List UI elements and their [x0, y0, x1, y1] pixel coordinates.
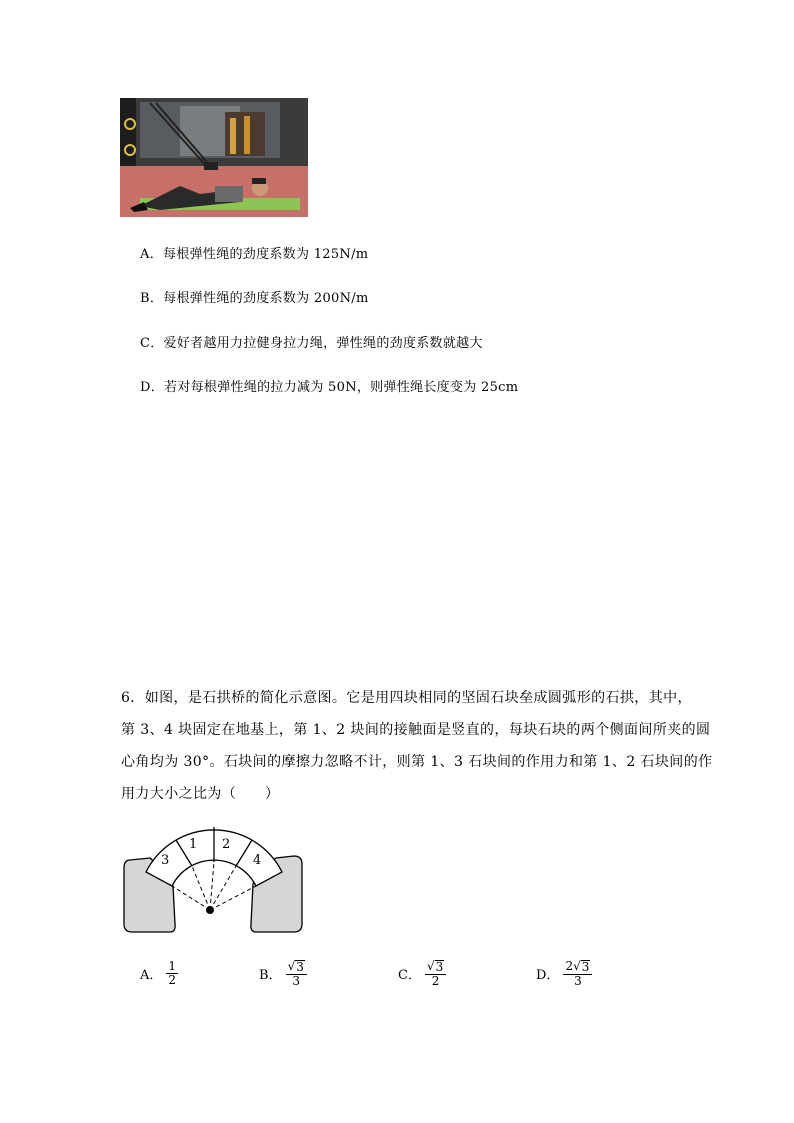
- numerator: √ 3: [286, 960, 307, 975]
- block-label-1: 1: [189, 837, 198, 852]
- fraction: [563, 960, 592, 987]
- fraction: [166, 960, 178, 986]
- sqrt-icon: √: [573, 959, 581, 973]
- option-b: B．每根弹性绳的劲度系数为 200N/m: [140, 291, 369, 306]
- answer-a: [140, 960, 178, 986]
- question-6-line: 6．如图，是石拱桥的简化示意图。它是用四块相同的坚固石块垒成圆弧形的石拱，其中，: [121, 690, 692, 706]
- arch-bridge-diagram: [118, 824, 308, 940]
- question-6-line: 用力大小之比为（ ）: [121, 786, 280, 802]
- answer-label: D．: [536, 968, 560, 984]
- question-6-line: 第 3、4 块固定在地基上，第 1、2 块间的接触面是竖直的，每块石块的两个侧面间所夹的圆: [121, 722, 711, 738]
- block-label-2: 2: [222, 837, 231, 852]
- denominator: 2: [168, 972, 177, 987]
- sqrt-icon: √: [287, 959, 296, 973]
- fitness-photo: [120, 98, 308, 217]
- answer-b: [259, 960, 307, 987]
- denominator: 3: [292, 973, 301, 988]
- arch-center-dot: [206, 906, 214, 914]
- denominator: 2: [431, 973, 440, 988]
- option-c: C．爱好者越用力拉健身拉力绳，弹性绳的劲度系数就越大: [140, 336, 483, 351]
- numerator: 2 √ 3: [563, 960, 592, 975]
- fraction: [425, 960, 446, 987]
- fraction: [286, 960, 307, 987]
- answer-c: [398, 960, 446, 987]
- question-6: [121, 682, 713, 810]
- answer-d: [536, 960, 592, 987]
- block-label-4: 4: [253, 853, 262, 868]
- denominator: 3: [574, 973, 582, 988]
- answer-label: B．: [259, 968, 282, 984]
- question-6-line: 心角均为 30°。石块间的摩擦力忽略不计，则第 1、3 石块间的作用力和第 1、2 石块间的作: [121, 754, 713, 770]
- block-label-3: 3: [161, 853, 170, 868]
- numerator: √ 3: [425, 960, 446, 975]
- option-a: A．每根弹性绳的劲度系数为 125N/m: [140, 247, 369, 262]
- option-d: D．若对每根弹性绳的拉力减为 50N，则弹性绳长度变为 25cm: [140, 380, 519, 395]
- answer-label: C．: [398, 968, 421, 984]
- answer-label: A．: [140, 967, 163, 983]
- sqrt-icon: √: [426, 959, 435, 973]
- numerator: 1: [168, 959, 177, 973]
